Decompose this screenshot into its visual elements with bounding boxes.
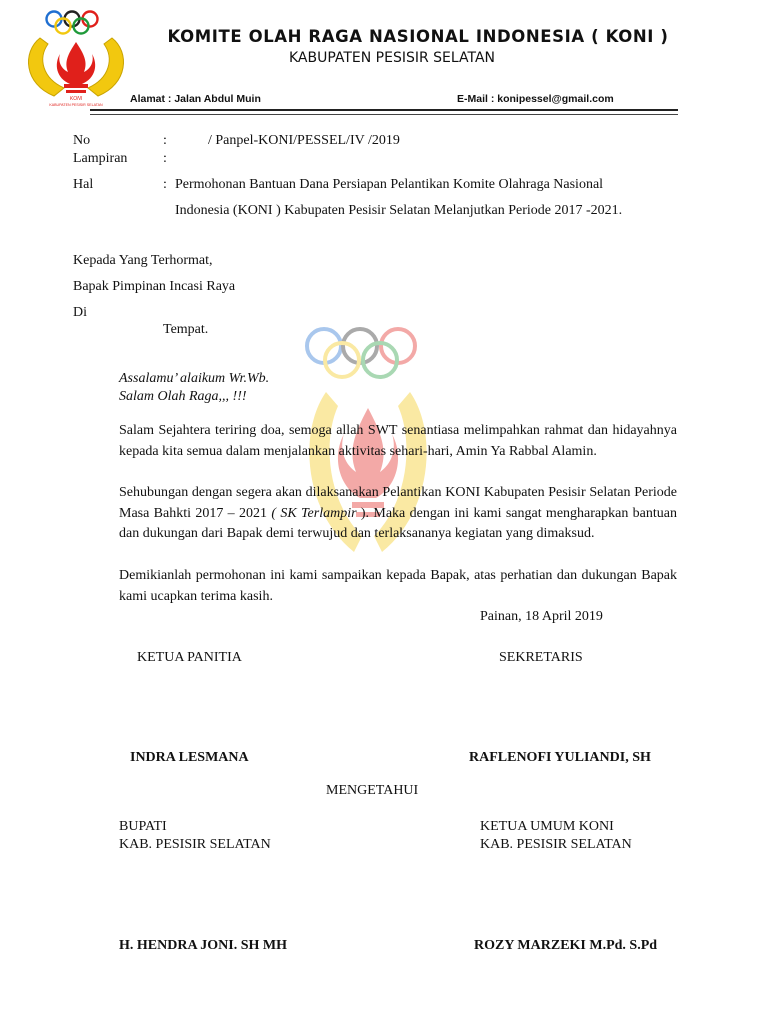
recipient-line-4: Tempat.	[163, 322, 209, 337]
letterhead-title: KOMITE OLAH RAGA NASIONAL INDONESIA ( KONI )	[167, 27, 669, 46]
letter-date: Painan, 18 April 2019	[480, 609, 603, 624]
sekretaris-title: SEKRETARIS	[499, 650, 583, 665]
header-divider-thin	[90, 114, 678, 115]
header-divider	[90, 109, 678, 111]
logo-small-text: KONI	[69, 96, 83, 102]
hal-line-1: Permohonan Bantuan Dana Persiapan Pelantikan Komite Olahraga Nasional	[175, 177, 604, 192]
recipient-line-3: Di	[73, 305, 87, 320]
ketua-panitia-name: INDRA LESMANA	[130, 750, 249, 765]
bupati-region: KAB. PESISIR SELATAN	[119, 837, 271, 852]
letterhead-subtitle: KABUPATEN PESISIR SELATAN	[288, 50, 496, 66]
sk-terlampir-note: ( SK Terlampir	[271, 505, 357, 521]
bupati-name: H. HENDRA JONI. SH MH	[119, 938, 288, 953]
recipient-line-1: Kepada Yang Terhormat,	[73, 253, 213, 268]
mengetahui-label: MENGETAHUI	[326, 783, 419, 798]
body-paragraph-1: Salam Sejahtera teriring doa, semoga allah SWT senantiasa melimpahkan rahmat dan hidayahnya kepada kita semua dalam menjalankan aktivitas sehari-hari, Amin Ya Rabbal Alamin.	[119, 423, 677, 459]
recipient-line-2: Bapak Pimpinan Incasi Raya	[73, 279, 236, 294]
ketum-title: KETUA UMUM KONI	[480, 819, 614, 834]
address-text: Alamat : Jalan Abdul Muin	[130, 93, 261, 105]
greeting-line-1: Assalamu’ alaikum Wr.Wb.	[119, 371, 270, 386]
no-colon: :	[163, 133, 167, 148]
bupati-title: BUPATI	[119, 819, 167, 834]
lampiran-colon: :	[163, 151, 167, 166]
hal-label: Hal	[73, 177, 94, 192]
hal-colon: :	[163, 177, 167, 192]
no-label: No	[73, 133, 91, 148]
ketua-panitia-title: KETUA PANITIA	[137, 650, 242, 665]
body-paragraph-3: Demikianlah permohonan ini kami sampaikan kepada Bapak, atas perhatian dan dukungan Bapak kami ucapkan terima kasih.	[119, 568, 677, 604]
ketum-name: ROZY MARZEKI M.Pd. S.Pd	[474, 938, 658, 953]
logo-caption: KABUPATEN PESISIR SELATAN	[49, 103, 103, 107]
greeting-line-2: Salam Olah Raga,,, !!!	[119, 389, 247, 404]
email-text: E-Mail : konipessel@gmail.com	[457, 93, 614, 105]
ketum-region: KAB. PESISIR SELATAN	[480, 837, 632, 852]
lampiran-label: Lampiran	[73, 151, 128, 166]
body-paragraph-2-part-1: Sehubungan dengan segera akan dilaksanakan Pelantikan KONI Kabupaten Pesisir Selatan Periode Masa Bahkti 2017 – 2021	[119, 485, 677, 521]
hal-line-2: Indonesia (KONI ) Kabupaten Pesisir Selatan Melanjutkan Periode 2017 -2021.	[175, 203, 623, 218]
body-paragraph-2	[119, 483, 677, 545]
no-value: / Panpel-KONI/PESSEL/IV /2019	[208, 133, 400, 148]
body-paragraph-2-part-2: ). Maka dengan ini kami sangat mengharapkan bantuan dan dukungan dari Bapak demi terwujud dan terlaksananya kegiatan yang dimaksud.	[119, 505, 677, 542]
sekretaris-name: RAFLENOFI YULIANDI, SH	[469, 750, 651, 765]
